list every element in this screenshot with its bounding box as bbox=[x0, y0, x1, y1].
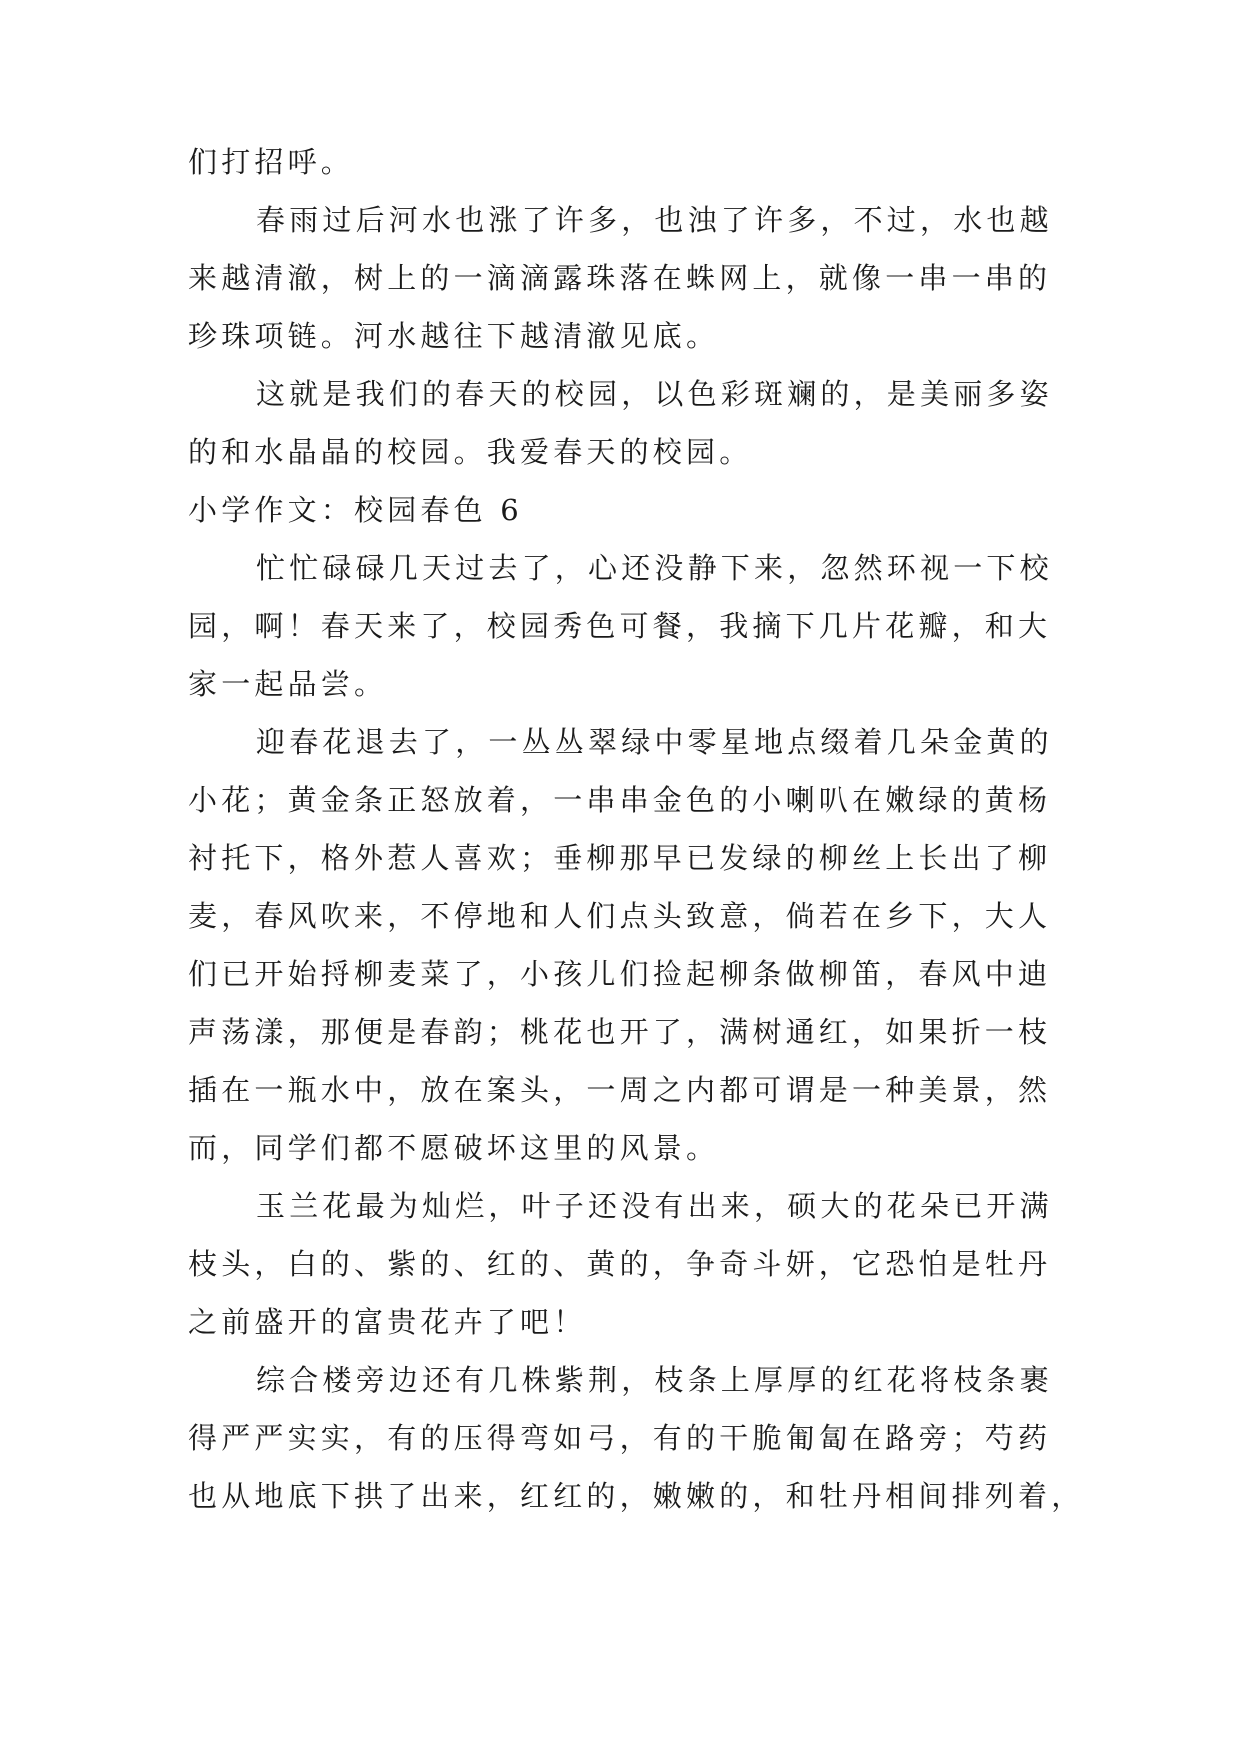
paragraph-start-line: 春雨过后河水也涨了许多，也浊了许多，不过，水也越 bbox=[256, 203, 1053, 237]
text-line: 得严严实实，有的压得弯如弓，有的干脆匍匐在路旁；芍药 bbox=[188, 1421, 1052, 1455]
paragraph-start-line: 玉兰花最为灿烂，叶子还没有出来，硕大的花朵已开满 bbox=[256, 1189, 1053, 1223]
text-line: 珍珠项链。河水越往下越清澈见底。 bbox=[188, 319, 720, 353]
paragraph-start-line: 这就是我们的春天的校园，以色彩斑斓的，是美丽多姿 bbox=[256, 377, 1053, 411]
text-line: 衬托下，格外惹人喜欢；垂柳那早已发绿的柳丝上长出了柳 bbox=[188, 841, 1052, 875]
text-line: 麦，春风吹来，不停地和人们点头致意，倘若在乡下，大人 bbox=[188, 899, 1052, 933]
paragraph-start-line: 忙忙碌碌几天过去了，心还没静下来，忽然环视一下校 bbox=[256, 551, 1053, 585]
text-line: 小花；黄金条正怒放着，一串串金色的小喇叭在嫩绿的黄杨 bbox=[188, 783, 1052, 817]
text-line: 们打招呼。 bbox=[188, 145, 355, 179]
essay-text bbox=[188, 133, 1085, 1525]
text-line: 枝头，白的、紫的、红的、黄的，争奇斗妍，它恐怕是牡丹 bbox=[188, 1247, 1052, 1281]
text-line: 来越清澈，树上的一滴滴露珠落在蛛网上，就像一串一串的 bbox=[188, 261, 1052, 295]
text-line: 之前盛开的富贵花卉了吧！ bbox=[188, 1305, 587, 1339]
text-line: 插在一瓶水中，放在案头，一周之内都可谓是一种美景，然 bbox=[188, 1073, 1052, 1107]
text-line: 也从地底下拱了出来，红红的，嫩嫩的，和牡丹相间排列着， bbox=[188, 1479, 1085, 1513]
text-line: 声荡漾，那便是春韵；桃花也开了，满树通红，如果折一枝 bbox=[188, 1015, 1052, 1049]
paragraph-start-line: 迎春花退去了，一丛丛翠绿中零星地点缀着几朵金黄的 bbox=[256, 725, 1053, 759]
text-line: 的和水晶晶的校园。我爱春天的校园。 bbox=[188, 435, 753, 469]
section-heading: 小学作文：校园春色 6 bbox=[188, 493, 523, 527]
text-line: 而，同学们都不愿破坏这里的风景。 bbox=[188, 1131, 720, 1165]
text-line: 园，啊！春天来了，校园秀色可餐，我摘下几片花瓣，和大 bbox=[188, 609, 1052, 643]
text-line: 家一起品尝。 bbox=[188, 667, 388, 701]
paragraph-start-line: 综合楼旁边还有几株紫荆，枝条上厚厚的红花将枝条裹 bbox=[256, 1363, 1053, 1397]
text-line: 们已开始捋柳麦菜了，小孩儿们捡起柳条做柳笛，春风中迪 bbox=[188, 957, 1052, 991]
